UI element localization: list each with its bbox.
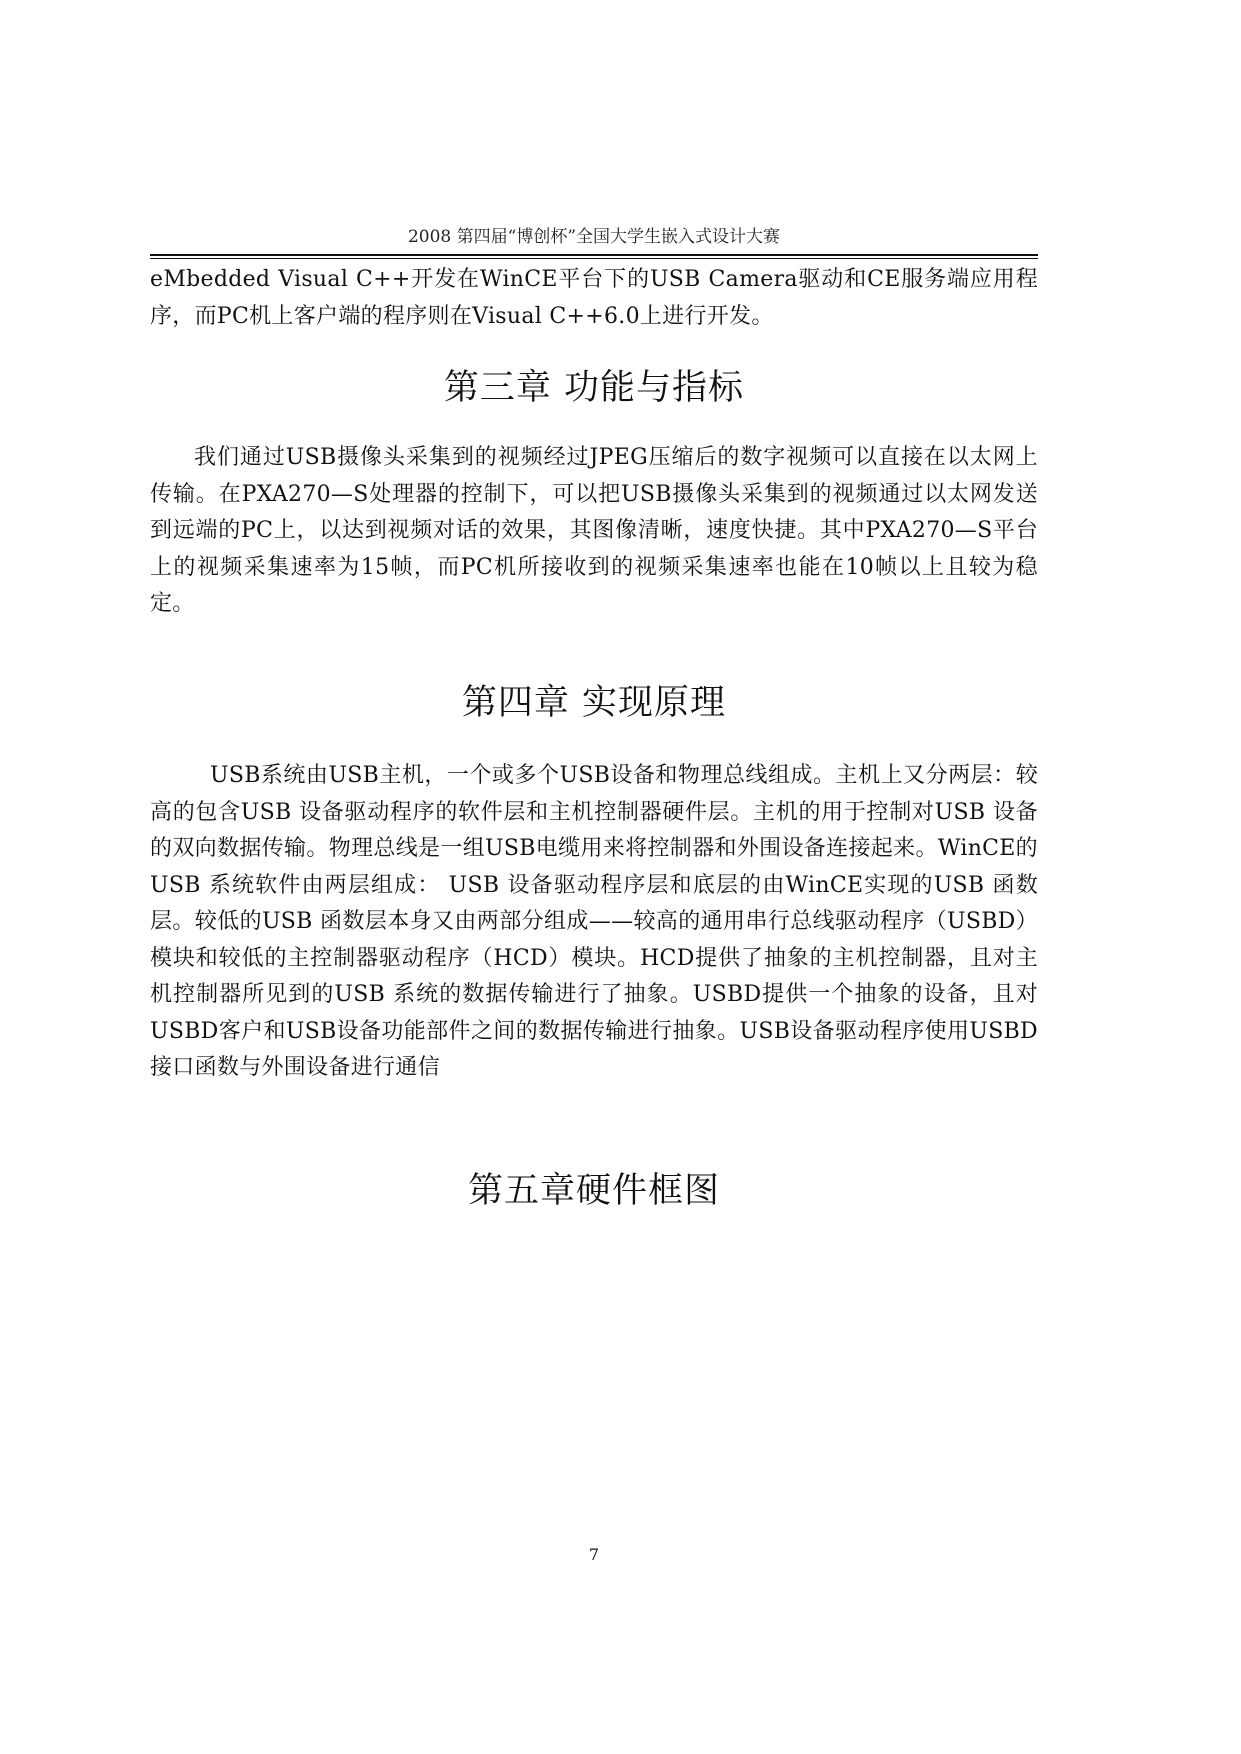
chapter4-paragraph: USB系统由USB主机，一个或多个USB设备和物理总线组成。主机上又分两层：较高的包含USB 设备驱动程序的软件层和主机控制器硬件层。主机的用于控制对USB 设备的双向数据传输。物理总线是一组USB电缆用来将控制器和外围设备连接起来。WinCE的USB 系统软件由两层组成： USB 设备驱动程序层和底层的由WinCE实现的USB 函数层。较低的USB 函数层本身又由两部分组成——较高的通用串行总线驱动程序（USBD）模块和较低的主控制器驱动程序（HCD）模块。HCD提供了抽象的主机控制器，且对主机控制器所见到的USB 系统的数据传输进行了抽象。USBD提供一个抽象的设备，且对USBD客户和USB设备功能部件之间的数据传输进行抽象。USB设备驱动程序使用USBD 接口函数与外围设备进行通信	[150, 763, 1038, 1080]
chapter3-paragraph: 我们通过USB摄像头采集到的视频经过JPEG压缩后的数字视频可以直接在以太网上传输。在PXA270—S处理器的控制下，可以把USB摄像头采集到的视频通过以太网发送到远端的PC上，以达到视频对话的效果，其图像清晰，速度快捷。其中PXA270—S平台上的视频采集速率为15帧，而PC机所接收到的视频采集速率也能在10帧以上且较为稳定。	[150, 445, 1038, 616]
chapter3-title: 第三章 功能与指标	[443, 368, 745, 408]
header-rule-thin	[150, 258, 1038, 259]
chapter5-title: 第五章硬件框图	[467, 1171, 720, 1211]
intro-paragraph: eMbedded Visual C++开发在WinCE平台下的USB Camera驱动和CE服务端应用程序，而PC机上客户端的程序则在Visual C++6.0上进行开发。	[150, 267, 1038, 329]
chapter4-title: 第四章 实现原理	[461, 683, 727, 723]
page-number: 7	[588, 1545, 600, 1564]
header-rule	[150, 254, 1038, 256]
running-header: 2008 第四届“博创杯”全国大学生嵌入式设计大赛	[407, 227, 781, 247]
